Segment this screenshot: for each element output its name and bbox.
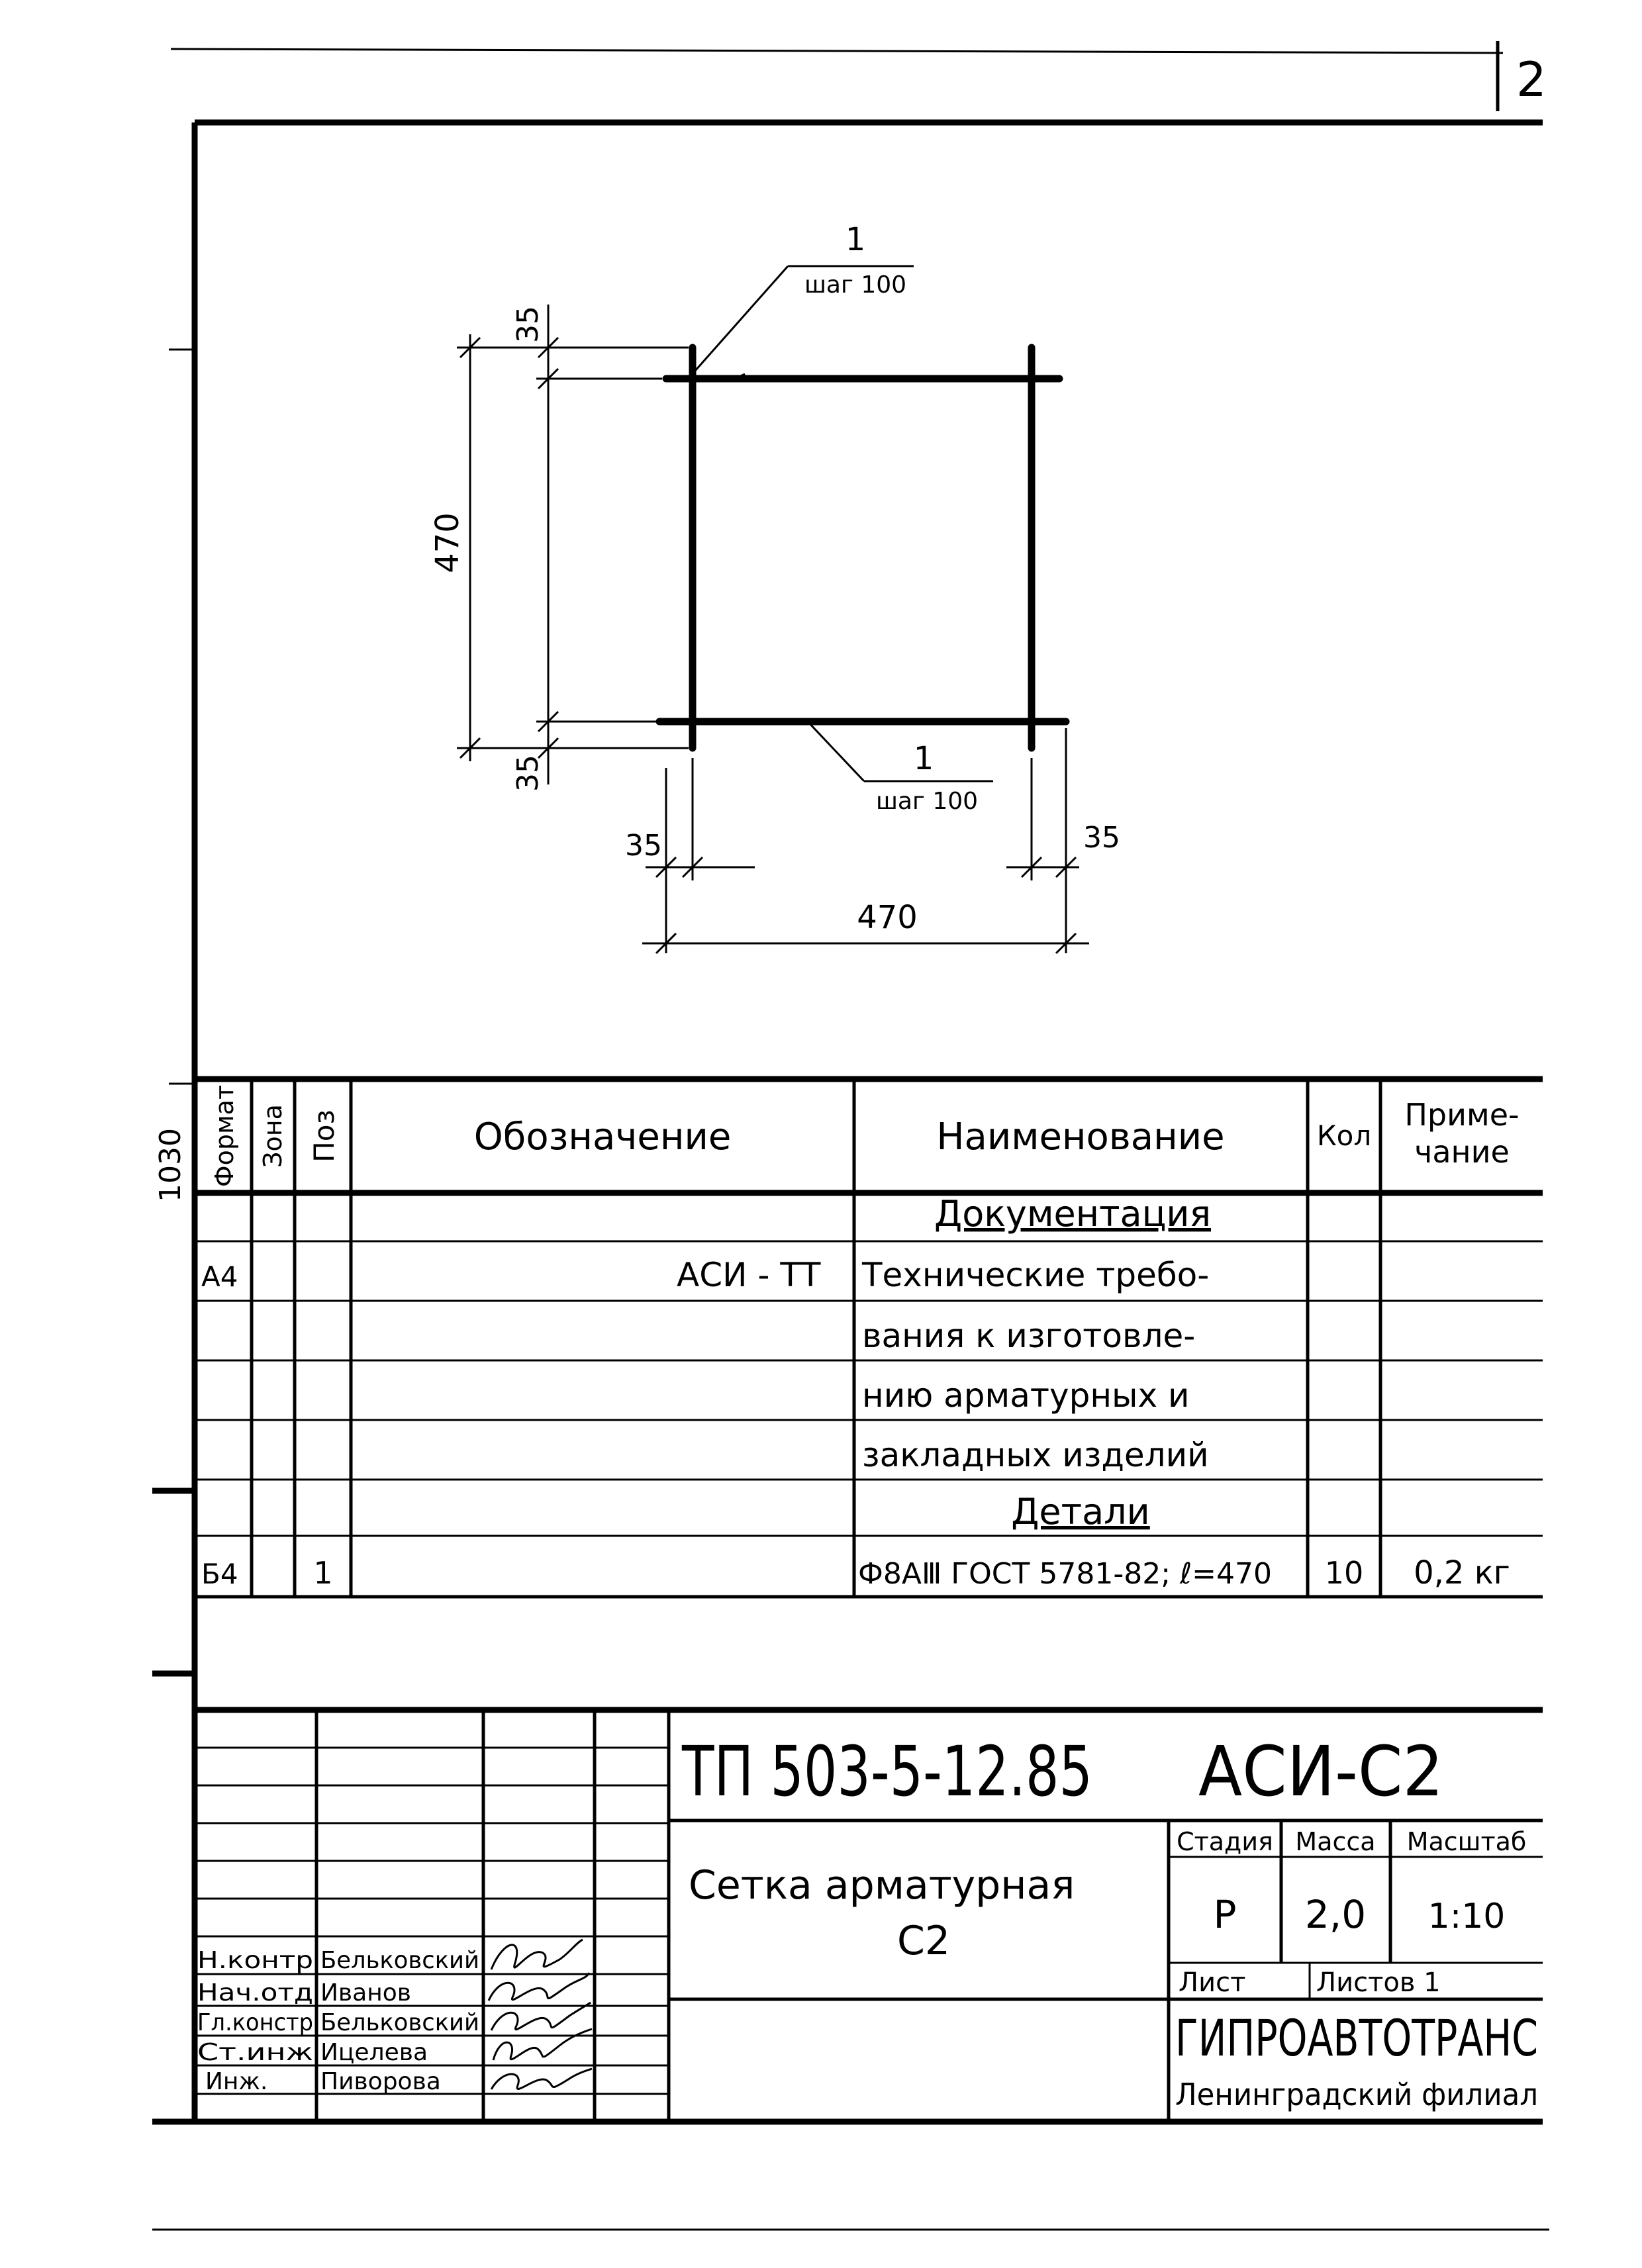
dim-height-label: 470 — [429, 512, 466, 573]
mass-value: 2,0 — [1304, 1892, 1367, 1937]
header-zone: Зона — [258, 1104, 287, 1168]
signature-name: Бельковский — [320, 1947, 479, 1974]
leader-bottom-position: 1 — [913, 740, 934, 777]
header-name: Наименование — [936, 1115, 1225, 1158]
detail-row-qty: 10 — [1324, 1555, 1364, 1591]
leader-top-position: 1 — [845, 221, 866, 258]
signature-scribble — [489, 1973, 589, 2001]
scale-value: 1:10 — [1427, 1897, 1506, 1936]
doc-row-designation: АСИ - ТТ — [677, 1256, 821, 1294]
doc-row-name-line4: закладных изделий — [862, 1436, 1209, 1474]
leader-bottom-step: шаг 100 — [875, 788, 979, 815]
doc-row-name-line3: нию арматурных и — [862, 1376, 1190, 1415]
signature-role: Н.контр — [197, 1947, 313, 1974]
sheet-number: 2 — [1516, 52, 1547, 107]
dim-bottom-offset-label: 35 — [511, 755, 545, 792]
dim-right-offset-label: 35 — [1083, 821, 1120, 855]
detail-row-format: Б4 — [201, 1558, 238, 1590]
section-documentation: Документация — [934, 1193, 1211, 1235]
signature-role: Ст.инж — [197, 2039, 313, 2066]
doc-row-name-line2: вания к изготовле- — [862, 1317, 1196, 1355]
signature-name: Иванов — [320, 1979, 411, 2007]
org-branch: Ленинградский филиал — [1175, 2077, 1538, 2112]
dim-width-label: 470 — [857, 899, 918, 936]
header-pos: Поз — [308, 1110, 340, 1162]
signature-role: Гл.констр — [197, 2009, 313, 2036]
signature-role: Инж. — [205, 2068, 268, 2095]
mass-label: Масса — [1295, 1827, 1376, 1856]
sheets-label: Листов 1 — [1316, 1967, 1441, 1998]
side-stamp: 1030 — [154, 1128, 187, 1202]
stage-label: Стадия — [1177, 1827, 1273, 1856]
detail-row-name: Ф8АⅢ ГОСТ 5781-82; ℓ=470 — [858, 1557, 1273, 1591]
detail-row-note: 0,2 кг — [1414, 1554, 1510, 1591]
dim-top-offset-label: 35 — [511, 306, 545, 343]
signature-name: Ицелева — [320, 2039, 428, 2066]
doc-code: АСИ-С2 — [1198, 1731, 1443, 1812]
signature-scribble — [491, 2069, 592, 2089]
signature-name: Бельковский — [320, 2009, 479, 2036]
header-note-line2: чание — [1414, 1134, 1510, 1170]
signature-role: Нач.отд — [197, 1979, 313, 2007]
org-name: ГИПРОАВТОТРАНС — [1175, 2008, 1538, 2067]
title-line2: С2 — [896, 1918, 951, 1964]
section-details: Детали — [1011, 1491, 1150, 1533]
signature-name: Пиворова — [320, 2068, 441, 2095]
header-qty: Кол — [1316, 1119, 1372, 1152]
leader-line-bottom — [808, 722, 864, 781]
doc-number: ТП 503-5-12.85 — [681, 1731, 1092, 1812]
header-format: Формат — [210, 1084, 239, 1188]
vertical-dimension — [457, 305, 689, 784]
leader-top-step: шаг 100 — [804, 271, 907, 299]
title-line1: Сетка арматурная — [689, 1862, 1075, 1909]
doc-row-format: А4 — [201, 1260, 238, 1293]
top-border-line — [171, 49, 1503, 53]
header-note-line1: Приме- — [1404, 1097, 1520, 1133]
signature-scribbles — [489, 1940, 592, 2089]
stage-value: Р — [1213, 1892, 1237, 1937]
signature-scribble — [493, 2029, 592, 2060]
sheet-label: Лист — [1179, 1967, 1246, 1998]
doc-row-name-line1: Технические требо- — [862, 1256, 1210, 1294]
leader-line-top — [695, 266, 788, 371]
mesh-drawing — [659, 348, 1066, 748]
signature-scribble — [491, 1940, 583, 1969]
scale-label: Масштаб — [1406, 1827, 1527, 1856]
header-designation: Обозначение — [473, 1115, 732, 1158]
detail-row-pos: 1 — [313, 1555, 333, 1591]
dim-left-offset-label: 35 — [625, 829, 662, 863]
